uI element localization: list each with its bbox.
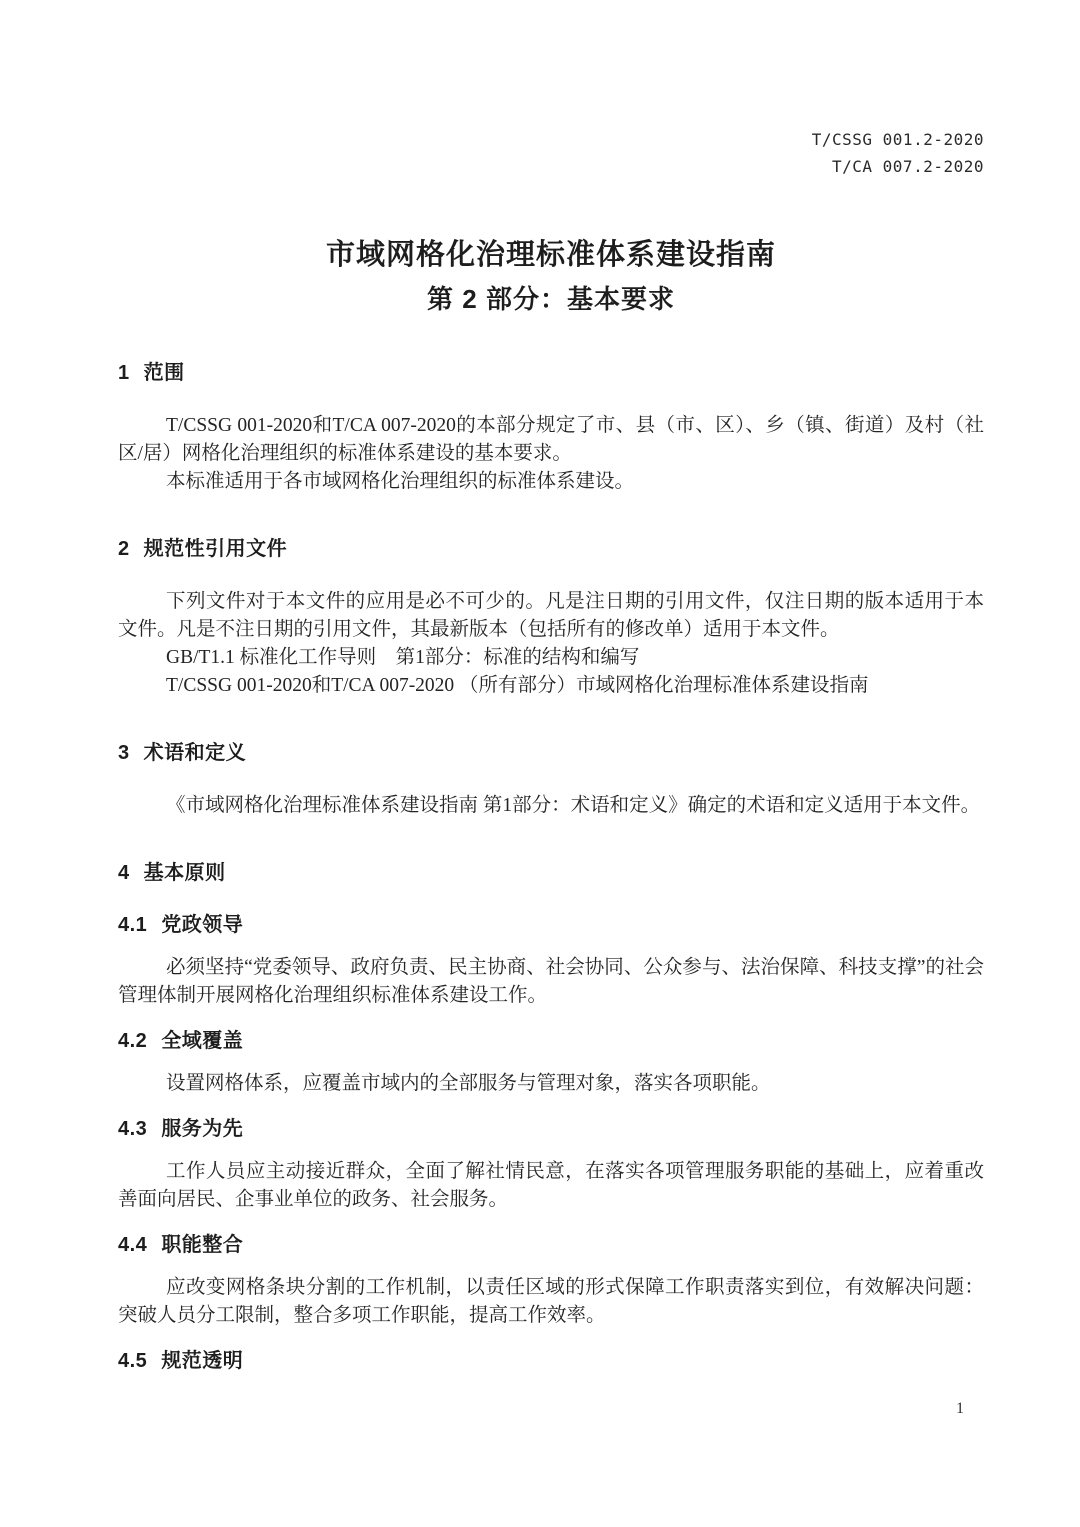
section-basic-principles — [118, 860, 984, 886]
document-title-line1: 市域网格化治理标准体系建设指南 — [325, 239, 776, 271]
doc-codes — [118, 0, 984, 180]
section-title: 规范性引用文件 — [143, 538, 288, 560]
document-title — [118, 232, 984, 320]
section-number: 4.1 — [118, 914, 148, 936]
section-heading-full-coverage — [118, 1028, 984, 1054]
section-heading-party-government-leadership — [118, 912, 984, 938]
section-function-integration — [118, 1232, 984, 1330]
paragraph: 工作人员应主动接近群众，全面了解社情民意，在落实各项管理服务职能的基础上，应着重改善面向居民、企事业单位的政务、社会服务。 — [118, 1161, 984, 1210]
reference-line: T/CSSG 001-2020和T/CA 007-2020 （所有部分）市域网格化治理标准体系建设指南 — [166, 675, 869, 696]
paragraph: 设置网格体系，应覆盖市域内的全部服务与管理对象，落实各项职能。 — [166, 1073, 771, 1094]
section-heading-standard-transparency — [118, 1348, 984, 1374]
doc-code-line-1: T/CSSG 001.2-2020 — [811, 130, 984, 149]
section-heading-terms-definitions — [118, 740, 984, 766]
section-number: 4.5 — [118, 1350, 148, 1372]
section-title: 基本原则 — [143, 862, 226, 884]
paragraph: T/CSSG 001-2020和T/CA 007-2020的本部分规定了市、县（市、区）、乡（镇、街道）及村（社区/居）网格化治理组织的标准体系建设的基本要求。 — [118, 415, 984, 464]
section-heading-basic-principles — [118, 860, 984, 886]
section-heading-normative-references — [118, 536, 984, 562]
section-number: 4.2 — [118, 1030, 148, 1052]
section-number: 3 — [118, 742, 130, 764]
document-content — [118, 0, 984, 1374]
section-title: 党政领导 — [161, 914, 244, 936]
section-heading-service-first — [118, 1116, 984, 1142]
paragraph: 下列文件对于本文件的应用是必不可少的。凡是注日期的引用文件，仅注日期的版本适用于本文件。凡是不注日期的引用文件，其最新版本（包括所有的修改单）适用于本文件。 — [118, 591, 984, 640]
section-full-coverage — [118, 1028, 984, 1098]
section-title: 术语和定义 — [143, 742, 247, 764]
section-heading-function-integration — [118, 1232, 984, 1258]
document-title-line2: 第 2 部分：基本要求 — [427, 284, 675, 314]
section-normative-references — [118, 536, 984, 700]
section-number: 4.4 — [118, 1234, 148, 1256]
section-terms-definitions — [118, 740, 984, 820]
section-scope — [118, 360, 984, 496]
paragraph: 《市域网格化治理标准体系建设指南 第1部分：术语和定义》确定的术语和定义适用于本文件。 — [166, 795, 981, 816]
section-number: 1 — [118, 362, 130, 384]
paragraph: 本标准适用于各市域网格化治理组织的标准体系建设。 — [166, 471, 635, 492]
section-number: 2 — [118, 538, 130, 560]
section-title: 职能整合 — [161, 1234, 244, 1256]
section-title: 服务为先 — [161, 1118, 244, 1140]
section-standard-transparency — [118, 1348, 984, 1374]
page-number: 1 — [956, 1400, 964, 1417]
section-service-first — [118, 1116, 984, 1214]
paragraph: 必须坚持“党委领导、政府负责、民主协商、社会协同、公众参与、法治保障、科技支撑”的社会管理体制开展网格化治理组织标准体系建设工作。 — [118, 957, 984, 1006]
section-heading-scope — [118, 360, 984, 386]
section-title: 规范透明 — [161, 1350, 244, 1372]
section-party-government-leadership — [118, 912, 984, 1010]
doc-code-line-2: T/CA 007.2-2020 — [832, 157, 984, 176]
paragraph: 应改变网格条块分割的工作机制，以责任区域的形式保障工作职责落实到位，有效解决问题：突破人员分工限制，整合多项工作职能，提高工作效率。 — [118, 1277, 984, 1326]
section-number: 4 — [118, 862, 130, 884]
reference-line: GB/T1.1 标准化工作导则 第1部分：标准的结构和编写 — [166, 647, 640, 668]
section-title: 范围 — [143, 362, 185, 384]
section-title: 全域覆盖 — [161, 1030, 244, 1052]
section-number: 4.3 — [118, 1118, 148, 1140]
